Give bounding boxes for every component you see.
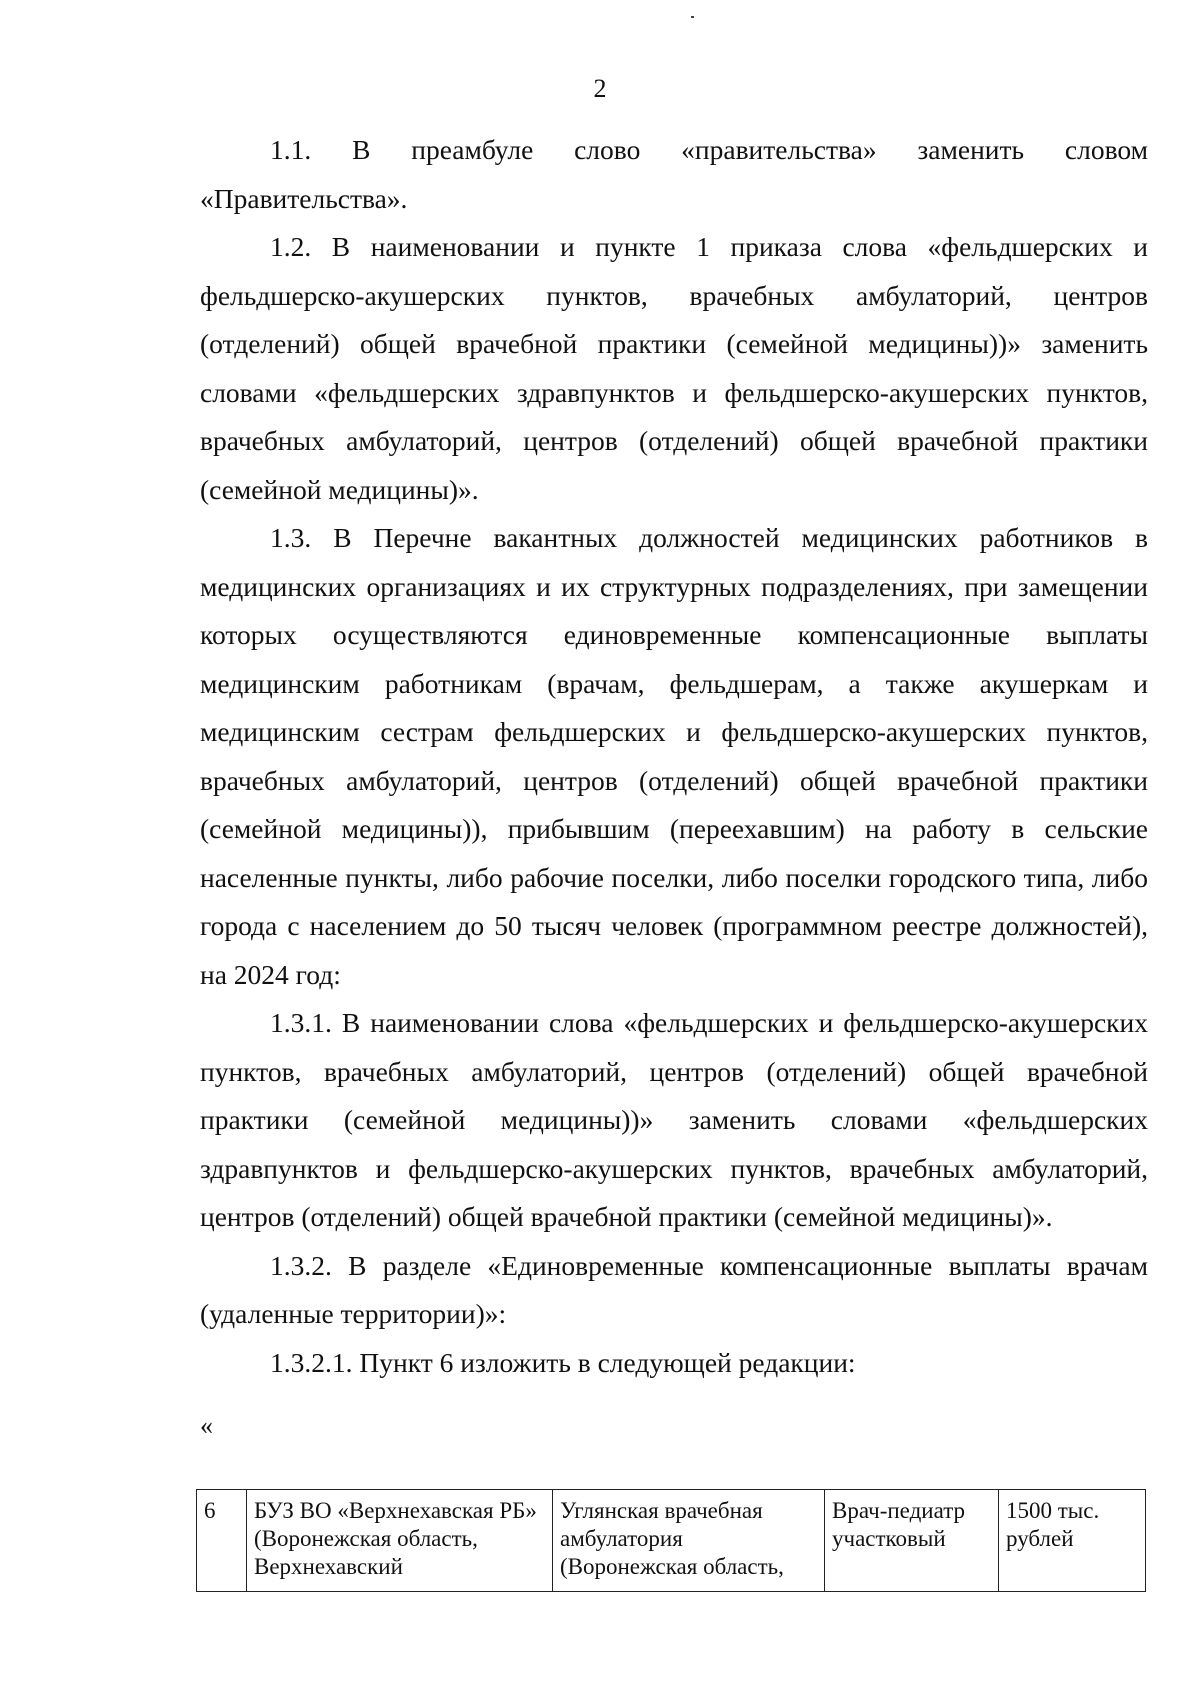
opening-quote-mark: « <box>200 1411 213 1440</box>
organization-cell: БУЗ ВО «Верхнехавская РБ» (Воронежская область, Верхнехавский <box>247 1490 553 1592</box>
table-row <box>197 1490 1146 1592</box>
subdivision-cell: Углянская врачебная амбулатория (Воронежская область, <box>553 1490 825 1592</box>
position-cell: Врач-педиатр участковый <box>825 1490 999 1592</box>
page-number: 2 <box>593 74 607 103</box>
paragraph-1-3-2: 1.3.2. В разделе «Единовременные компенсационные выплаты врачам (удаленные территории)»: <box>200 1249 1148 1329</box>
row-number-cell: 6 <box>197 1490 247 1592</box>
paragraph-1-3-2-1: 1.3.2.1. Пункт 6 изложить в следующей редакции: <box>270 1346 856 1378</box>
document-body <box>200 126 1148 1443</box>
paragraph-1-2: 1.2. В наименовании и пункте 1 приказа слова «фельдшерских и фельдшерско-акушерских пунктов, врачебных амбулаторий, центров (отделений) общей врачебной практики (семейной медицины))» заменить словами «фельдшерских здравпунктов и фельдшерско-акушерских пунктов, врачебных амбулаторий, центров (отделений) общей врачебной практики (семейной медицины)». <box>200 231 1148 505</box>
amount-cell: 1500 тыс. рублей <box>999 1490 1146 1592</box>
paragraph-1-1: 1.1. В преамбуле слово «правительства» заменить словом «Правительства». <box>200 134 1148 214</box>
amendment-table <box>196 1489 1146 1592</box>
paragraph-1-3: 1.3. В Перечне вакантных должностей медицинских работников в медицинских организациях и их структурных подразделениях, при замещении которых осуществляются единовременные компенсационные выплаты медицинским работникам (врачам, фельдшерам, а также акушеркам и медицинским сестрам фельдшерских и фельдшерско-акушерских пунктов, врачебных амбулаторий, центров (отделений) общей врачебной практики (семейной медицины)), прибывшим (переехавшим) на работу в сельские населенные пункты, либо рабочие поселки, либо поселки городского типа, либо города с населением до 50 тысяч человек (программном реестре должностей), на 2024 год: <box>200 522 1148 990</box>
paragraph-1-3-1: 1.3.1. В наименовании слова «фельдшерских и фельдшерско-акушерских пунктов, врачебных амбулаторий, центров (отделений) общей врачебной практики (семейной медицины))» заменить словами «фельдшерских здравпунктов и фельдшерско-акушерских пунктов, врачебных амбулаторий, центров (отделений) общей врачебной практики (семейной медицины)». <box>200 1007 1148 1232</box>
scan-artifact <box>691 16 694 18</box>
